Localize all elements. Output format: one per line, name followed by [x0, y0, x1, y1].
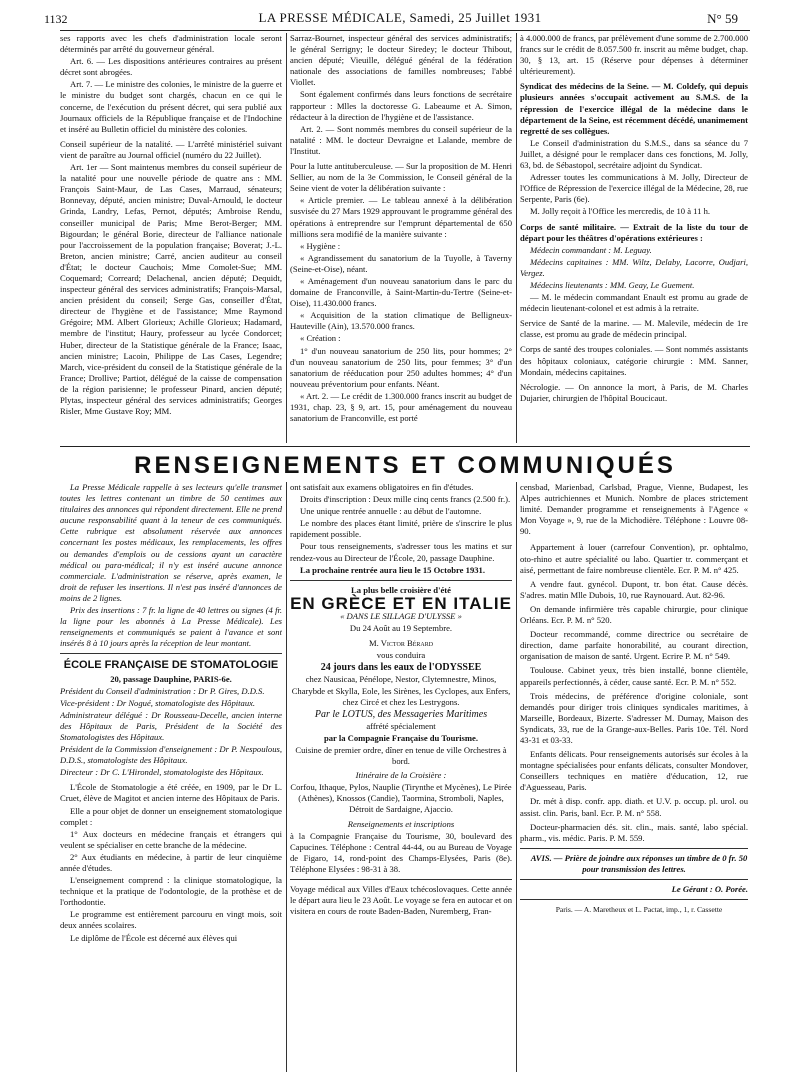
paragraph: Médecin commandant : M. Leguay.	[530, 244, 652, 255]
cruise-days: 24 jours dans les eaux de l'ODYSSEE	[320, 662, 482, 674]
divider	[290, 580, 512, 581]
paragraph: « Aménagement d'un nouveau sanatorium dans le parc du domaine de Franconville, à Saint-Martin-du-Tertre (Seine-et-Oise), 11.430.000 francs.	[290, 275, 512, 309]
paragraph: 1° d'un nouveau sanatorium de 250 lits, pour hommes; 2° d'un nouveau sanatorium de 250 lits, pour femmes; 3° d'un sanatorium de rééducation pour 250 adultes hommes; 4° d'un nouveau préventorium pour enfants. Néant.	[290, 345, 512, 389]
paragraph: — M. le médecin commandant Enault est promu au grade de médecin lieutenant-colonel et est admis à la retraite.	[520, 292, 748, 314]
itinerary-title: Itinéraire de la Croisière :	[355, 770, 447, 781]
top-column-3	[520, 33, 748, 443]
classified-ad: Dr. mét à disp. confr. app. diath. et U.V. p. occup. pl. urol. ou assist. clin. Paris, banl. Ecr. P. M. n° 558.	[520, 796, 748, 818]
school-title: ÉCOLE FRANÇAISE DE STOMATOLOGIE	[63, 659, 279, 672]
paragraph: « Acquisition de la station climatique de Belligneux-Hauteville (Ain), 13.570.000 francs.	[290, 310, 512, 332]
header-rule	[60, 30, 750, 31]
paragraph: Art. 1er — Sont maintenus membres du conseil supérieur de la natalité pour une nouvelle période de quatre ans : MM. François Saint-Maur, de Las Cases, Marraud, sénateurs; Bonnevay, député, ancien ministre; Duval-Arnould, le docteur Grinda, Landry, Lefas, Pernot, députés; Ambroise Rendu, conseiller municipal de Paris; Mme Berot-Berger; MM. Bigourdan; le général Borie, directeur de l'alliance nationale pour l'accroissement de la population française; Boverat; J.-L. Breton, ancien ministre; Carré, ancien auditeur au conseil d'État; le docteur Cauchois; Mme Comolet-Sue; MM. Coquemard; Correard; Delachenal, ancien député; Dequidt, inspecteur général des services administratifs; François-Marsal, ancien président du conseil; Serge Gas, conseiller d'État, directeur de l'hygiène et de l'assistance; Mme Raymond Grégoire; MM. Albert Glorieux; Achille Glorieux; Hadamard, membre de l'institut; Haury, professeur au lycée Condorcet; Huber, directeur de la Statistique générale de la France; Isaac, ancien ministre; Lacoin, Philippe de Las Cases, Legendre; March, vice-président du conseil de la Statistique générale de la France; Drollive; Partiot, délégué de la caisse de compensation de la région parisienne; le professeur Pinard, ancien député; Plytas, inspecteur général des services administratifs; Georges Risler, Mme Gustave Roy; MM.	[60, 162, 282, 417]
marine-heading: Service de Santé de la marine. — M. Malevile, médecin de 1re classe, est promu au grade de médecin principal.	[520, 318, 748, 340]
natalite-heading: Conseil supérieur de la natalité. — L'arrêté ministériel suivant vient de paraître au Journal officiel (numéro du 22 Juillet).	[60, 138, 282, 160]
board-line: Vice-président : Dr Nogué, stomatologiste des Hôpitaux.	[60, 697, 256, 708]
page-number: 1132	[44, 12, 68, 26]
page-header	[0, 0, 800, 26]
necrologie-heading: Nécrologie. — On annonce la mort, à Paris, de M. Charles Dujarier, chirurgien de l'hôpital Boucicaut.	[520, 381, 748, 403]
gerant: Le Gérant : O. Porée.	[671, 884, 748, 894]
board-line: Président de la Commission d'enseignement : Dr P. Nespoulous, D.D.S., stomatologiste des Hôpitaux.	[60, 744, 282, 766]
classified-ad: Toulouse. Cabinet yeux, très bien installé, bonne clientèle, appareils perfectionnés, à céder, cause santé. Ecr. P. M. n° 552.	[520, 665, 748, 687]
coloniales-heading: Corps de santé des troupes coloniales. — Sont nommés assistants des hôpitaux coloniaux, catégorie chirurgie : MM. Sanner, Mondain, médecins capitaines.	[520, 344, 748, 377]
paragraph: Le programme est entièrement parcouru en vingt mois, soit deux années scolaires.	[60, 909, 282, 931]
cruise-dates: Du 24 Août au 19 Septembre.	[349, 623, 453, 634]
divider	[520, 848, 748, 849]
cruise-ship2: affrété spécialement	[366, 720, 436, 731]
top-column-1	[60, 33, 282, 443]
paragraph: Art. 2. — Sont nommés membres du conseil supérieur de la natalité : MM. le docteur Devraigne et Lalande, membre de l'Institut.	[290, 123, 512, 156]
classified-ad: Appartement à louer (carrefour Convention), pr. ophtalmo, oto-rhino et autre spécialité ou labo. Quartier tr. commerçant et aisé, permettant de faire nombreuse clientèle. Ecr. P. M. n° 425.	[520, 542, 748, 575]
cruise-kicker: La plus belle croisière d'été	[351, 584, 451, 595]
paragraph: « Agrandissement du sanatorium de la Tuyolle, à Taverny (Seine-et-Oise), néant.	[290, 252, 512, 274]
classified-ad: Trois médecins, de préférence d'origine coloniale, sont demandés pour diriger trois cliniques syndicales maritimes, à Marseille, Bordeaux, Bizerte. S'adresser M. Dumay, Maison des Syndicats, 33, rue de la Grange-aux-Belles. Paris 10e. Tél. Nord 43-31 et 03-33.	[520, 690, 748, 745]
cruise-lead2: vous conduira	[376, 650, 426, 661]
paragraph: Sont également confirmés dans leurs fonctions de secrétaire rapporteur : Mlles la doctoresse G. Labeaume et A. Simon, rédacteur à la direction de l'hygiène et de l'assistance.	[290, 89, 512, 122]
journal-title: LA PRESSE MÉDICALE, Samedi, 25 Juillet 1931	[258, 10, 542, 25]
classified-ad: Enfants délicats. Pour renseignements autorisés sur écoles à la montagne spécialisées pour enfants délicats, consulter Mondover, Conseillers techniques en matière d'éducation, 12, rue d'Aguesseau, Paris.	[520, 749, 748, 793]
classified-ad: A vendre faut. gynécol. Dupont, tr. bon état. Cause décès. S'adres. matin Mlle Dubois, 10, rue Raynouard. Aut. 82-96.	[520, 578, 748, 600]
paragraph: Le diplôme de l'École est décerné aux élèves qui	[70, 932, 238, 943]
divider	[520, 879, 748, 880]
column-divider	[516, 33, 517, 443]
classified-ad: Docteur-pharmacien dés. sit. clin., mais. santé, labo spécial. pharm., vis. médic. Paris. P. M. 559.	[520, 821, 748, 843]
paragraph: Adresser toutes les communications à M. Jolly, Directeur de l'Office de Répression de l'exercice illégal de la Médecine, 28, rue Serpente, Paris (6e).	[520, 172, 748, 205]
divider	[520, 899, 748, 900]
section-title: RENSEIGNEMENTS ET COMMUNIQUÉS	[134, 452, 676, 479]
board-line: Administrateur délégué : Dr Rousseau-Decelle, ancien interne des Hôpitaux de Paris, Président de la Société des Stomatologistes des Hôpitaux.	[60, 709, 282, 742]
paragraph: L'enseignement comprend : la clinique stomatologique, la technique et la pratique de l'odontologie, de la prothèse et de l'orthodontie.	[60, 875, 282, 908]
paragraph: M. Jolly reçoit à l'Office les mercredis, de 10 à 11 h.	[530, 206, 711, 217]
inscriptions: à la Compagnie Française du Tourisme, 30, boulevard des Capucines. Téléphone : Central 44-44, ou au Bureau de Voyage de Figaro, 14, rond-point des Champs-Elysées, Paris (8e). Téléphone Elysées : 98-31 à 38.	[290, 830, 512, 874]
paragraph: La prochaine rentrée aura lieu le 15 Octobre 1931.	[300, 564, 485, 575]
paragraph: 1° Aux docteurs en médecine français et étrangers qui veulent se spécialiser en cette branche de la médecine.	[60, 828, 282, 850]
paragraph: Elle a pour objet de donner un enseignement stomatologique complet :	[60, 805, 282, 827]
paragraph: Art. 7. — Le ministre des colonies, le ministre de la guerre et le ministre du budget sont chargés, chacun en ce qui le concerne, de l'exécution du présent décret, qui sera publié aux Journaux officiels de la République française et de l'Indochine et inséré au Bulletin officiel du ministère des colonies.	[60, 79, 282, 134]
syndicat-heading: Syndicat des médecins de la Seine. — M. Coldefy, qui depuis plusieurs années s'occupait activement au S.M.S. de la répression de l'exercice illégal de la médecine dans le département de la Seine, est récemment décédé, unanimement regretté de ses collègues.	[520, 81, 748, 136]
paragraph: ont satisfait aux examens obligatoires en fin d'études.	[290, 482, 474, 492]
cruise-lead: M. Victor Bérard	[368, 638, 434, 649]
paragraph: Le nombre des places étant limité, prière de s'inscrire le plus rapidement possible.	[290, 518, 512, 540]
notice-text: La Presse Médicale rappelle à ses lecteurs qu'elle transmet toutes les lettres contenant un timbre de 50 centimes aux titulaires des annonces qui répondent directement. Elle ne prend aucune responsabilité quant à la teneur de ces communiqués. Cette rubrique est absolument réservée aux annonces concernant les postes médicaux, les remplacements, les offres ou demandes d'emplois ou de cessions ayant un caractère médical ou para-médical; il n'y est inséré aucune annonce commerciale. L'administration se réserve, après examen, le droit de refuser les insertions. Il n'est pas inséré d'annonces de moins de 2 lignes.	[60, 482, 282, 603]
paragraph: 2° Aux étudiants en médecine, à partir de leur cinquième année d'études.	[60, 851, 282, 873]
classified-ad: On demande infirmière très capable chirurgie, pour clinique Orléans. Ecr. P. M. n° 520.	[520, 603, 748, 626]
paragraph: « Création :	[300, 333, 341, 344]
avis-notice: AVIS. — Prière de joindre aux réponses un timbre de 0 fr. 50 pour transmission des lettres.	[530, 852, 748, 874]
paragraph: Le Conseil d'administration du S.M.S., dans sa séance du 7 Juillet, a désigné pour le remplacer dans ces fonctions, M. Jolly, 63, bd. de Sébastopol, secrétaire adjoint du Syndicat.	[520, 137, 748, 171]
paragraph: censbad, Marienbad, Carlsbad, Prague, Vienne, Budapest, les Alpes autrichiennes et Munich. Nombre de places strictement limité. Demander programme et renseignements à l'Agence « Mon Voyage », 9, rue de la Michodière. Téléphone : Louvre 08-90.	[520, 482, 748, 537]
cruise-food: Cuisine de premier ordre, dîner en tenue de ville Orchestres à bord.	[295, 744, 507, 767]
printer-line: Paris. — A. Maretheux et L. Pactat, imp., 1, r. Cassette	[555, 905, 723, 915]
classified-ad: Docteur recommandé, comme directrice ou secrétaire de direction, dame parfaite honorabilité, au courant direction, organisation de maison de santé. Urgent. Ecrire P. M. n° 549.	[520, 629, 748, 662]
paragraph: Droits d'inscription : Deux mille cinq cents francs (2.500 fr.).	[300, 494, 511, 505]
bottom-column-2	[290, 482, 512, 1072]
price-text: Prix des insertions : 7 fr. la ligne de 40 lettres ou signes (4 fr. la ligne pour les abonnés à La Presse Médicale). Les renseignements et communiqués se paient à l'avance et sont insérés 8 à 10 jours après la réception de leur montant.	[60, 605, 282, 649]
paragraph: Art. 6. — Les dispositions antérieures contraires au présent décret sont abrogées.	[60, 56, 282, 78]
paragraph: ses rapports avec les chefs d'administration locale seront déterminés par arrêté du gouverneur général.	[60, 33, 282, 55]
inscriptions-title: Renseignements et inscriptions	[347, 818, 455, 829]
bottom-column-3	[520, 482, 748, 1072]
top-column-2	[290, 33, 512, 443]
paragraph: L'École de Stomatologie a été créée, en 1909, par le Dr L. Cruet, élève de Magitot et ancien interne des Hôpitaux de Paris.	[60, 782, 282, 804]
board-line: Directeur : Dr C. L'Hirondel, stomatologiste des Hôpitaux.	[60, 767, 264, 778]
divider	[290, 879, 512, 880]
cruise-subtitle: « DANS LE SILLAGE D'ULYSSE »	[340, 610, 462, 621]
voyage-paragraph: Voyage médical aux Villes d'Eaux tchécoslovaques. Cette année le départ aura lieu le 23 Août. Le voyage se fera en autocar et on visitera en cours de route Baden-Baden, Nuremberg, Fran-	[290, 884, 512, 917]
paragraph: « Hygiène :	[300, 240, 341, 251]
board-line: Président du Conseil d'administration : Dr P. Gires, D.D.S.	[60, 685, 265, 696]
paragraph: Une unique rentrée annuelle : au début de l'automne.	[300, 506, 482, 517]
school-address: 20, passage Dauphine, PARIS-6e.	[110, 673, 232, 684]
cruise-places: chez Nausicaa, Pénélope, Nestor, Clytemnestre, Minos, Charybde et Skylla, Eole, les Sirènes, les Cyclopes, aux Enfers, chez Circé et chez les Lestrygons.	[291, 674, 511, 707]
itinerary: Corfou, Ithaque, Pylos, Nauplie (Tirynthe et Mycènes), Le Pirée (Athènes), Knossos (Candie), Taormina, Stromboli, Naples, Détroit de Sardaigne, Ajaccio.	[290, 782, 512, 815]
antituberculeuse-heading: Pour la lutte antituberculeuse. — Sur la proposition de M. Henri Sellier, au nom de la 3e Commission, le Conseil général de la Seine vient de voter la délibération suivante :	[290, 161, 512, 194]
cruise-ship: Par le LOTUS, des Messageries Maritimes	[314, 708, 488, 720]
paragraph: à 4.000.000 de francs, par prélèvement d'une somme de 2.700.000 francs sur le crédit de 8.057.500 fr. inscrit au même budget, chap. 30, § 13, art. 15 (Réserve pour dépenses à déterminer ultérieurement).	[520, 33, 748, 77]
column-divider	[516, 482, 517, 1072]
issue-number: N° 59	[707, 11, 738, 26]
bottom-column-1	[60, 482, 282, 1072]
paragraph: Sarraz-Bournet, inspecteur général des services administratifs; le général Serrigny; le docteur Siredey; le docteur Thibout, ancien député; Vieuille, délégué général de la fédération nationale des associations de familles nombreuses; l'abbé Viollet.	[290, 33, 512, 88]
paragraph: Pour tous renseignements, s'adresser tous les matins et sur rendez-vous au Directeur de l'École, 20, passage Dauphine.	[290, 541, 512, 563]
paragraph: Médecins capitaines : MM. Wiltz, Delaby, Lacorre, Oudjari, Vergez.	[520, 256, 748, 278]
section-rule	[60, 446, 750, 447]
paragraph: « Article premier. — Le tableau annexé à la délibération susvisée du 27 Mars 1929 approuvant le programme général des opérations à entreprendre sur l'emprunt départemental de 650 millions sera modifié de la manière suivante :	[290, 195, 512, 239]
divider	[60, 653, 282, 654]
cruise-company: par la Compagnie Française du Tourisme.	[323, 732, 479, 743]
cruise-title: EN GRÈCE ET EN ITALIE	[290, 593, 512, 613]
paragraph: « Art. 2. — Le crédit de 1.300.000 francs inscrit au budget de 1931, chap. 23, § 9, art. 15, pour aménagement du nouveau sanatorium de Franconville, est porté	[290, 390, 512, 424]
column-divider	[286, 33, 287, 443]
column-divider	[286, 482, 287, 1072]
militaire-heading: Corps de santé militaire. — Extrait de la liste du tour de départ pour les théâtres d'opérations extérieures :	[520, 221, 748, 243]
paragraph: Médecins lieutenants : MM. Geay, Le Guement.	[530, 279, 695, 290]
